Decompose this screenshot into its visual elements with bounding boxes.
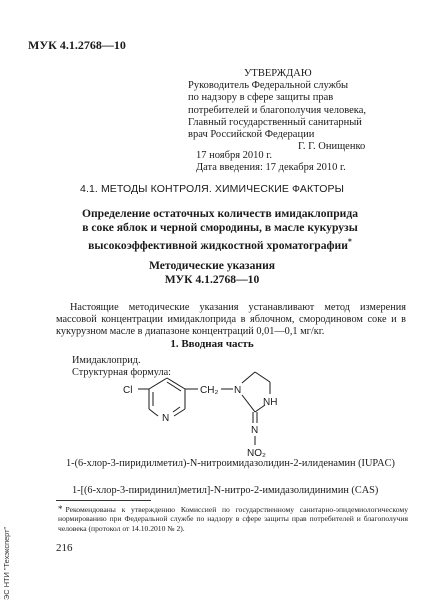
footnote-divider	[56, 500, 151, 501]
title-line-last	[40, 235, 400, 253]
side-watermark: ЭС НТИ "Техэксперт"	[2, 526, 11, 600]
no2-group: NO₂	[247, 448, 266, 458]
nitro-n-atom: N	[251, 425, 259, 436]
section1-heading: 1. Вводная часть	[170, 338, 254, 350]
footnote-text: Рекомендованы к утверждению Комиссией по государственному санитарно-эпидемиологическому нормированию при Федеральной службе по надзору в сфере защиты прав потребителей и благополучия человека (протокол от 14.10.2010 № 2).	[58, 505, 408, 533]
subtitle-code: МУК 4.1.2768—10	[164, 272, 260, 286]
title-line: в соке яблок и черной смородины, в масле кукурузы	[82, 221, 358, 235]
document-code: МУК 4.1.2768—10	[28, 38, 126, 52]
cl-atom: Cl	[123, 385, 133, 396]
page-number: 216	[56, 542, 73, 554]
subtitle-line: Методические указания	[148, 259, 276, 272]
intro-paragraph-text: Настоящие методические указания устанавливают метод измерения массовой концентрации имидаклоприда в яблочном, смородиновом соке и в кукурузном масле в диапазоне концентраций 0,01—0,1 мг/кг.	[56, 302, 406, 337]
structural-formula	[118, 368, 338, 458]
approval-signatory: Г. Г. Онищенко	[298, 141, 366, 153]
date-effective: Дата введения: 17 декабря 2010 г.	[196, 162, 346, 174]
pyridine-ring	[149, 378, 185, 416]
footnote-mark: *	[58, 504, 63, 514]
approval-title: УТВЕРЖДАЮ	[244, 68, 312, 79]
approval-line: Руководитель Федеральной службы	[188, 80, 349, 92]
nh-group: NH	[263, 397, 278, 408]
ch2-group: CH₂	[200, 385, 219, 396]
approval-block	[188, 68, 408, 153]
substance-name: Имидаклоприд.	[72, 355, 141, 366]
approval-line: врач Российской Федерации	[188, 129, 315, 141]
document-title	[40, 207, 400, 253]
approval-line: потребителей и благополучия человека,	[188, 104, 367, 116]
section-heading: 4.1. МЕТОДЫ КОНТРОЛЯ. ХИМИЧЕСКИЕ ФАКТОРЫ	[80, 183, 344, 195]
title-line-text: высокоэффективной жидкостной хроматографии	[88, 239, 348, 253]
title-line: Определение остаточных количеств имидаклоприда	[81, 207, 359, 220]
formula-label: Структурная формула:	[72, 367, 172, 378]
approval-line: по надзору в сфере защиты прав	[188, 92, 334, 104]
intro-paragraph	[56, 302, 406, 337]
document-subtitle	[0, 259, 424, 286]
imidazolidine-n-atom: N	[234, 385, 242, 396]
date-signed: 17 ноября 2010 г.	[196, 150, 273, 161]
iupac-name: 1-(6-хлор-3-пиридилметил)-N-нитроимидазолидин-2-илиденамин (IUPAC)	[66, 458, 395, 469]
cas-name: 1-[(6-хлор-3-пиридинил)метил]-N-нитро-2-имидазолидинимин (CAS)	[72, 485, 379, 496]
title-footnote-mark: *	[347, 237, 352, 247]
pyridine-n-atom: N	[162, 413, 170, 424]
footnote	[58, 505, 408, 533]
approval-line: Главный государственный санитарный	[188, 116, 362, 128]
approval-dates	[196, 150, 346, 174]
